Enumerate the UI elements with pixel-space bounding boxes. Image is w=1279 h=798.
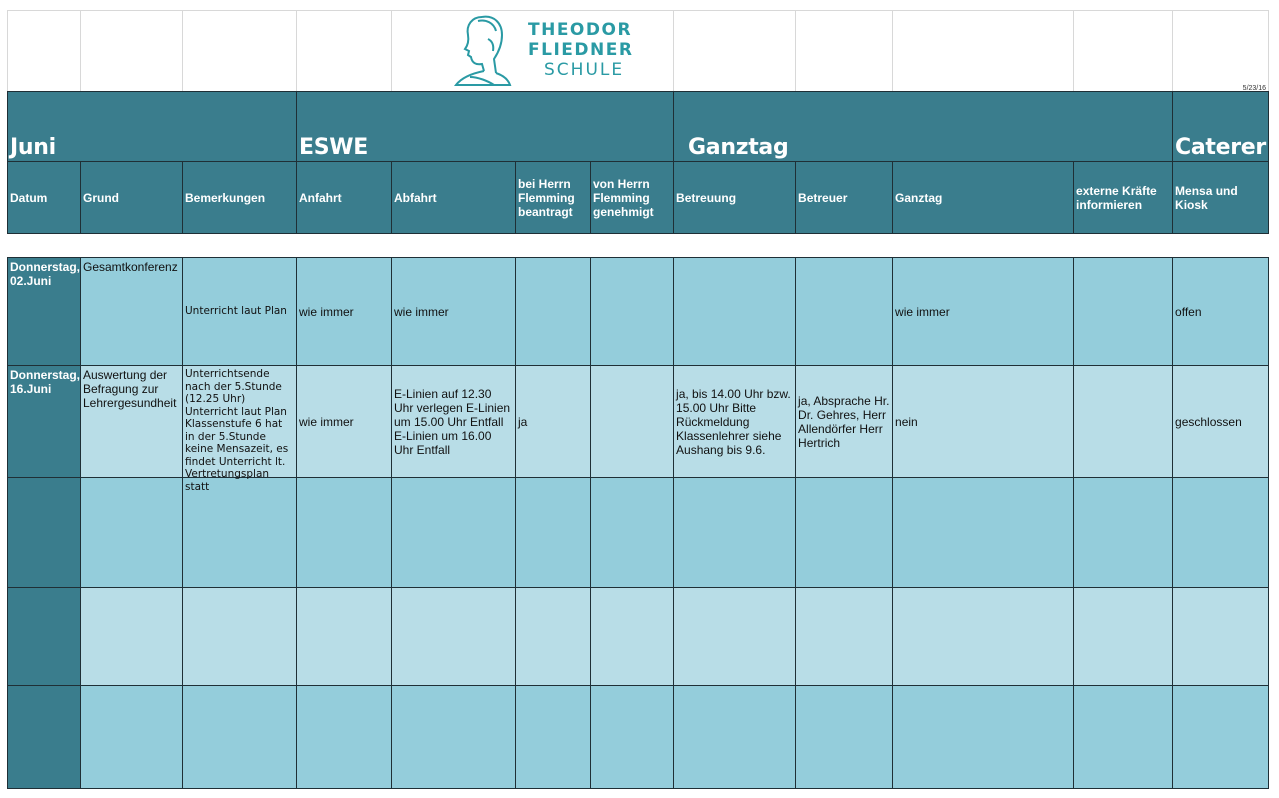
header-anfahrt[interactable]: Anfahrt	[297, 162, 392, 234]
empty-cell[interactable]	[183, 686, 297, 789]
header-datum[interactable]: Datum	[8, 162, 81, 234]
cell-betreuung[interactable]	[674, 258, 796, 366]
school-logo	[444, 11, 634, 91]
blank-cell[interactable]	[674, 11, 796, 92]
cell-anfahrt[interactable]: wie immer	[297, 258, 392, 366]
table-row	[8, 366, 1269, 478]
cell-betreuung[interactable]: ja, bis 14.00 Uhr bzw. 15.00 Uhr Bitte Rückmeldung Klassenlehrer siehe Aushang bis 9.6.	[674, 366, 796, 478]
empty-cell[interactable]	[674, 588, 796, 686]
empty-cell[interactable]	[516, 588, 591, 686]
empty-cell[interactable]	[516, 686, 591, 789]
logo-text-line1: THEODOR	[528, 20, 633, 40]
date-stamp: 5/23/16	[1242, 85, 1267, 92]
cell-grund[interactable]: Gesamtkonferenz	[81, 258, 183, 366]
empty-cell[interactable]	[297, 478, 392, 588]
empty-cell[interactable]	[893, 588, 1074, 686]
empty-cell[interactable]	[1173, 478, 1269, 588]
logo-text-line2: FLIEDNER	[528, 40, 634, 60]
table-row	[8, 478, 1269, 588]
empty-cell[interactable]	[893, 686, 1074, 789]
section-title-ganztag: Ganztag	[688, 135, 789, 160]
cell-datum[interactable]: Donnerstag, 16.Juni	[8, 366, 81, 478]
empty-cell[interactable]	[183, 478, 297, 588]
cell-grund[interactable]: Auswertung der Befragung zur Lehrergesundheit	[81, 366, 183, 478]
header-beantragt[interactable]: bei Herrn Flemming beantragt	[516, 162, 591, 234]
cell-betreuer[interactable]	[796, 258, 893, 366]
cell-datum[interactable]	[8, 588, 81, 686]
cell-datum[interactable]	[8, 686, 81, 789]
cell-abfahrt[interactable]: wie immer	[392, 258, 516, 366]
empty-cell[interactable]	[183, 588, 297, 686]
empty-cell[interactable]	[1173, 588, 1269, 686]
cell-datum[interactable]	[8, 478, 81, 588]
table-row	[8, 588, 1269, 686]
cell-genehmigt[interactable]	[591, 258, 674, 366]
section-title-eswe: ESWE	[299, 135, 368, 160]
header-externe[interactable]: externe Kräfte informieren	[1074, 162, 1173, 234]
cell-genehmigt[interactable]	[591, 366, 674, 478]
empty-cell[interactable]	[516, 478, 591, 588]
empty-cell[interactable]	[591, 478, 674, 588]
empty-cell[interactable]	[591, 686, 674, 789]
header-bemerkungen[interactable]: Bemerkungen	[183, 162, 297, 234]
empty-cell[interactable]	[893, 478, 1074, 588]
empty-cell[interactable]	[1173, 686, 1269, 789]
empty-cell[interactable]	[297, 686, 392, 789]
blank-cell[interactable]	[1074, 11, 1173, 92]
blank-cell[interactable]	[297, 11, 392, 92]
header-abfahrt[interactable]: Abfahrt	[392, 162, 516, 234]
cell-beantragt[interactable]	[516, 258, 591, 366]
header-ganztag[interactable]: Ganztag	[893, 162, 1074, 234]
section-caterer[interactable]	[1173, 92, 1269, 162]
cell-externe[interactable]	[1074, 258, 1173, 366]
empty-cell[interactable]	[1074, 588, 1173, 686]
header-betreuer[interactable]: Betreuer	[796, 162, 893, 234]
empty-cell[interactable]	[796, 686, 893, 789]
cell-bemerkungen[interactable]	[183, 366, 297, 493]
cell-ganztag[interactable]: nein	[893, 366, 1074, 478]
blank-cell[interactable]	[183, 11, 297, 92]
empty-cell[interactable]	[81, 588, 183, 686]
empty-cell[interactable]	[81, 686, 183, 789]
empty-cell[interactable]	[392, 478, 516, 588]
logo-text-line3: SCHULE	[544, 60, 625, 80]
table-row	[8, 258, 1269, 366]
section-eswe[interactable]	[297, 92, 674, 162]
section-juni[interactable]	[8, 92, 297, 162]
cell-datum[interactable]: Donnerstag, 02.Juni	[8, 258, 81, 366]
empty-cell[interactable]	[591, 588, 674, 686]
cell-ganztag[interactable]: wie immer	[893, 258, 1074, 366]
blank-cell[interactable]	[796, 11, 893, 92]
empty-cell[interactable]	[796, 588, 893, 686]
empty-cell[interactable]	[392, 686, 516, 789]
cell-beantragt[interactable]: ja	[516, 366, 591, 478]
empty-cell[interactable]	[674, 478, 796, 588]
cell-externe[interactable]	[1074, 366, 1173, 478]
empty-cell[interactable]	[796, 478, 893, 588]
header-betreuung[interactable]: Betreuung	[674, 162, 796, 234]
blank-cell[interactable]	[893, 11, 1074, 92]
cell-anfahrt[interactable]: wie immer	[297, 366, 392, 478]
portrait-bust-icon	[448, 11, 528, 91]
header-genehmigt[interactable]: von Herrn Flemming genehmigt	[591, 162, 674, 234]
cell-bemerkungen[interactable]: Unterricht laut Plan	[183, 258, 297, 366]
spacer-row[interactable]	[8, 234, 1269, 258]
header-mensa[interactable]: Mensa und Kiosk	[1173, 162, 1269, 234]
table-row	[8, 686, 1269, 789]
logo-cell[interactable]	[392, 11, 674, 92]
cell-mensa[interactable]: geschlossen	[1173, 366, 1269, 478]
cell-betreuer[interactable]: ja, Absprache Hr. Dr. Gehres, Herr Allendörfer Herr Hertrich	[796, 366, 893, 478]
cell-mensa[interactable]: offen	[1173, 258, 1269, 366]
blank-cell[interactable]	[81, 11, 183, 92]
empty-cell[interactable]	[1074, 478, 1173, 588]
empty-cell[interactable]	[392, 588, 516, 686]
section-title-caterer: Caterer	[1175, 135, 1266, 160]
empty-cell[interactable]	[81, 478, 183, 588]
blank-cell[interactable]	[1173, 11, 1269, 92]
cell-abfahrt[interactable]: E-Linien auf 12.30 Uhr verlegen E-Linien um 15.00 Uhr Entfall E-Linien um 16.00 Uhr Entfall	[392, 366, 516, 478]
section-title-juni: Juni	[10, 135, 56, 160]
section-ganztag[interactable]	[674, 92, 1173, 162]
empty-cell[interactable]	[297, 588, 392, 686]
empty-cell[interactable]	[1074, 686, 1173, 789]
planning-sheet	[7, 10, 1269, 789]
blank-cell[interactable]	[8, 11, 81, 92]
header-grund[interactable]: Grund	[81, 162, 183, 234]
empty-cell[interactable]	[674, 686, 796, 789]
bemerkungen-text: Unterrichtsende nach der 5.Stunde (12.25 Uhr) Unterricht laut Plan Klassenstufe 6 hat in der 5.Stunde keine Mensazeit, es findet Unterricht lt. Vertretungsplan statt	[185, 368, 289, 493]
